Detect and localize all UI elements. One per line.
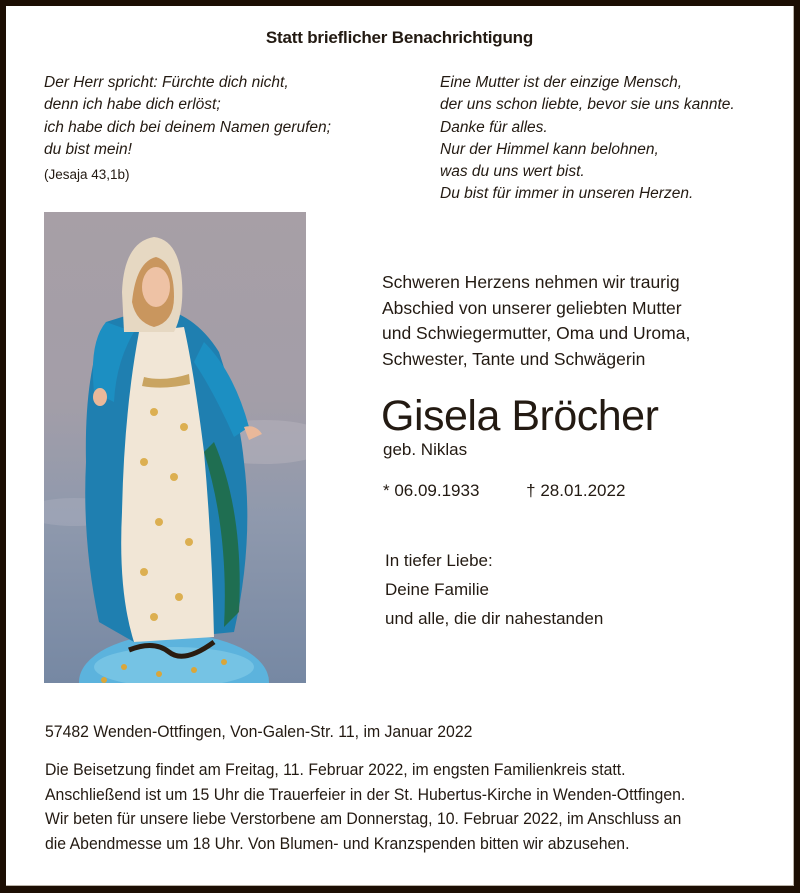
mary-statue-photo — [44, 212, 306, 683]
details-line: Wir beten für unsere liebe Verstorbene am Donnerstag, 10. Februar 2022, im Anschluss an — [45, 809, 682, 828]
poem-line: der uns schon liebte, bevor sie uns kannte. — [440, 96, 735, 114]
statue-illustration — [44, 212, 306, 683]
poem-line: Danke für alles. — [440, 118, 548, 136]
family-address: 57482 Wenden-Ottfingen, Von-Galen-Str. 11, im Januar 2022 — [45, 722, 473, 741]
death-date: † 28.01.2022 — [526, 481, 626, 500]
poem-line: Eine Mutter ist der einzige Mensch, — [440, 74, 683, 91]
header-title: Statt brieflicher Benachrichtigung — [265, 28, 534, 47]
details-line: Die Beisetzung findet am Freitag, 11. Februar 2022, im engsten Familienkreis statt. — [45, 760, 626, 779]
poem-line: was du uns wert bist. — [440, 163, 585, 181]
family-signature — [385, 546, 603, 633]
details-line: Anschließend ist um 15 Uhr die Trauerfeier in der St. Hubertus-Kirche in Wenden-Ottfingen. — [45, 784, 686, 804]
obituary-card — [6, 6, 794, 886]
bible-verse — [44, 72, 331, 186]
verse-line: Der Herr spricht: Fürchte dich nicht, — [44, 74, 289, 91]
verse-line: du bist mein! — [44, 140, 132, 158]
deceased-name: Gisela Bröcher — [381, 392, 659, 440]
verse-line: denn ich habe dich erlöst; — [44, 96, 221, 114]
life-dates — [383, 481, 625, 501]
announcement-line: Schweren Herzens nehmen wir traurig — [382, 272, 680, 292]
poem-line: Du bist für immer in unseren Herzen. — [440, 185, 694, 203]
details-line: die Abendmesse um 18 Uhr. Von Blumen- und Kranzspenden bitten wir abzusehen. — [45, 833, 630, 853]
funeral-details — [45, 758, 685, 856]
maiden-name: geb. Niklas — [383, 440, 468, 459]
verse-line: ich habe dich bei deinem Namen gerufen; — [44, 118, 331, 136]
birth-date: * 06.09.1933 — [383, 481, 480, 500]
signature-line: Deine Familie — [385, 580, 489, 599]
verse-citation: (Jesaja 43,1b) — [44, 167, 130, 183]
signature-line: In tiefer Liebe: — [385, 551, 493, 570]
announcement-line: Schwester, Tante und Schwägerin — [382, 348, 646, 369]
poem-line: Nur der Himmel kann belohnen, — [440, 140, 659, 158]
announcement-line: Abschied von unserer geliebten Mutter — [382, 297, 682, 318]
mother-poem — [440, 72, 735, 206]
announcement-line: und Schwiegermutter, Oma und Uroma, — [382, 323, 691, 343]
announcement-text — [382, 270, 690, 372]
signature-line: und alle, die dir nahestanden — [385, 609, 604, 628]
